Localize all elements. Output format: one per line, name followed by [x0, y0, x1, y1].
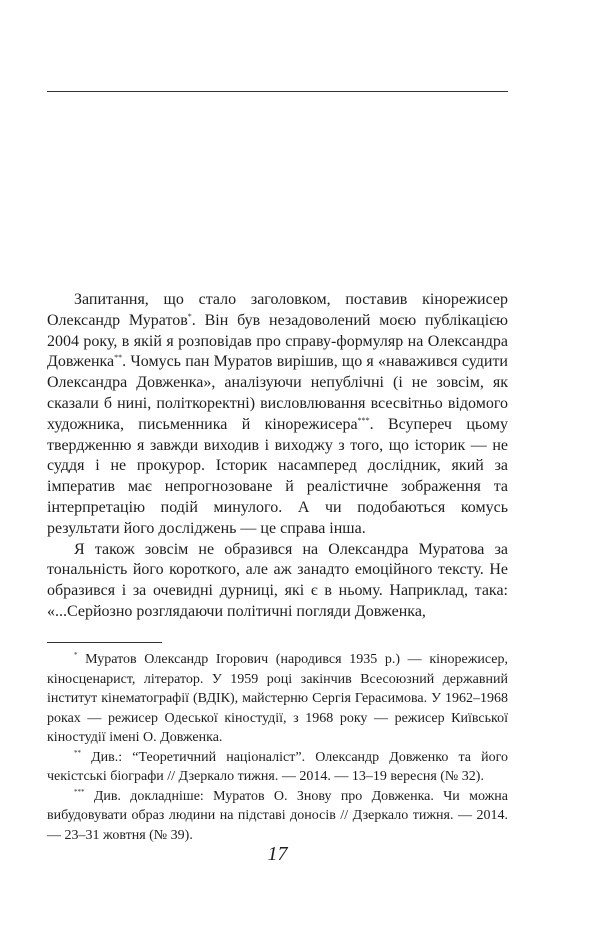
- footnote-marker-1: *: [74, 651, 78, 659]
- footnote-text-2: Див.: “Теоретичний націоналіст”. Олександр Довженко та його чекістські біографи // Дзеркало тижня. — 2014. — 13–19 вересня (№ 32).: [47, 749, 508, 784]
- p1-text-1: Запитання, що стало заголовком, поставив кінорежисер Олександр Муратов: [47, 291, 508, 329]
- footnote-ref-3: ***: [357, 415, 370, 425]
- footnote-text-3: Див. докладніше: Муратов О. Знову про Довженка. Чи можна вибудовувати образ людини на підставі доносів // Дзеркало тижня. — 2014. — 23–31 жовтня (№ 39).: [47, 788, 508, 843]
- p1-text-2: . Він був незадоволений моєю публікацією 2004 року, в якій я розповідав про справу-формуляр на Олександра Довженка: [47, 311, 509, 371]
- footnote-ref-2: **: [114, 353, 123, 363]
- footnote-marker-2: **: [74, 748, 81, 757]
- paragraph-1: [47, 290, 508, 540]
- footnotes: [47, 650, 508, 845]
- p2-text-1: Я також зовсім не образився на Олександра Муратова за тональність його короткого, але аж занадто емоційного тексту. Не образився і за очевидні дурниці, які є в ньому. Наприклад, така: «...Серйозно розглядаючи політичні погляди Довженка,: [47, 540, 508, 620]
- p1-text-4: . Всупереч цьому твердженню я завжди виходив і виходжу з того, що історик — не суддя і не прокурор. Історик насамперед дослідник, який за імператив має непрогнозоване й реалістичне зображення та інтерпретацію подій минулого. А чи подобаються комусь результати його досліджень — це справа інша.: [47, 415, 509, 537]
- paragraph-2: [47, 540, 508, 623]
- page-number: 17: [267, 843, 288, 865]
- header-rule: [47, 91, 508, 92]
- footnote-text-1: Муратов Олександр Ігорович (народився 1935 р.) — кінорежисер, кіносценарист, літератор. У 1959 році закінчив Всесоюзний державний інститут кінематографії (ВДІК), майстерню Сергія Герасимова. У 1962–1968 роках — режисер Одеської кіностудії, з 1968 року — режисер Київської кіностудії імені О. Довженка.: [47, 652, 508, 745]
- footnote-2: [47, 748, 508, 787]
- footnote-1: [47, 650, 508, 748]
- footnote-marker-3: ***: [74, 787, 85, 796]
- footnote-ref-1: *: [187, 311, 192, 321]
- p1-text-3: . Чомусь пан Муратов вирішив, що я «наважився судити Олександра Довженка», аналізуючи непублічні (і не зовсім, як сказали б нині, політкоректні) висловлювання всесвітньо відомого художника, письменника й кінорежисера: [47, 353, 508, 433]
- footnote-3: [47, 787, 508, 846]
- main-text: [47, 290, 508, 623]
- footnote-separator: [47, 642, 162, 643]
